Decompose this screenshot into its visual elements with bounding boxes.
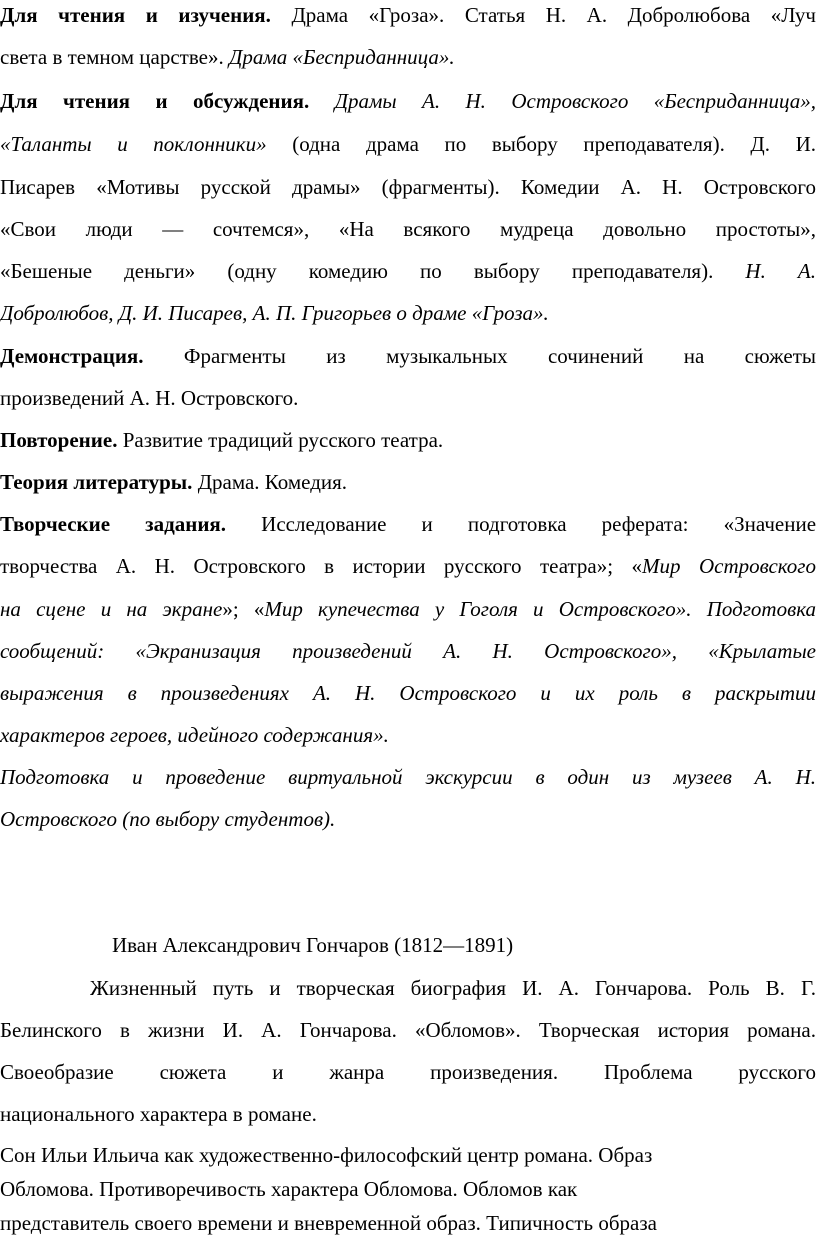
reading-discussion-line-1: Для чтения и обсуждения. Драмы А. Н. Островского «Бесприданница»,: [0, 89, 816, 113]
goncharov-p2-line-1: Сон Ильи Ильича как художественно-философский центр романа. Образ: [0, 1143, 653, 1167]
goncharov-p1-line-4: национального характера в романе.: [0, 1102, 317, 1126]
goncharov-p2-line-3: представитель своего времени и вневременной образ. Типичность образа: [0, 1211, 657, 1235]
demonstration-line-2: произведений А. Н. Островского.: [0, 386, 299, 410]
reading-discussion-label: Для чтения и обсуждения.: [0, 89, 310, 113]
goncharov-p2-line-2: Обломова. Противоречивость характера Обломова. Обломов как: [0, 1177, 578, 1201]
goncharov-p1-line-2: Белинского в жизни И. А. Гончарова. «Обломов». Творческая история романа.: [0, 1018, 816, 1042]
reading-study-line-1: Для чтения и изучения. Драма «Гроза». Статья Н. А. Добролюбова «Луч: [0, 3, 816, 27]
reading-study-label: Для чтения и изучения.: [0, 3, 271, 27]
creative-tasks-line-2: творчества А. Н. Островского в истории русского театра»; «Мир Островского: [0, 554, 816, 578]
reading-discussion-line-4: «Свои люди — сочтемся», «На всякого мудреца довольно простоты»,: [0, 217, 816, 241]
reading-study-line-2: света в темном царстве». Драма «Бесприданница».: [0, 45, 455, 69]
goncharov-title: Иван Александрович Гончаров (1812—1891): [112, 933, 514, 957]
creative-tasks-line-5: выражения в произведениях А. Н. Островского и их роль в раскрытии: [0, 681, 816, 705]
literature-theory-line: Теория литературы. Драма. Комедия.: [0, 470, 348, 494]
reading-discussion-line-5: «Бешеные деньги» (одну комедию по выбору преподавателя). Н. А.: [0, 259, 816, 283]
reading-discussion-line-3: Писарев «Мотивы русской драмы» (фрагменты). Комедии А. Н. Островского: [0, 175, 816, 199]
creative-tasks-line-1: Творческие задания. Исследование и подготовка реферата: «Значение: [0, 512, 816, 536]
repetition-line: Повторение. Развитие традиций русского театра.: [0, 428, 444, 452]
creative-tasks-line-6: характеров героев, идейного содержания».: [0, 723, 389, 747]
demonstration-line-1: Демонстрация. Фрагменты из музыкальных сочинений на сюжеты: [0, 344, 816, 368]
reading-discussion-line-2: «Таланты и поклонники» (одна драма по выбору преподавателя). Д. И.: [0, 132, 816, 156]
creative-tasks-line-4: сообщений: «Экранизация произведений А. Н. Островского», «Крылатые: [0, 639, 816, 663]
repetition-label: Повторение.: [0, 428, 118, 452]
goncharov-p1-line-3: Своеобразие сюжета и жанра произведения. Проблема русского: [0, 1060, 816, 1084]
creative-tasks-label: Творческие задания.: [0, 512, 227, 536]
goncharov-p1-line-1: Жизненный путь и творческая биография И. А. Гончарова. Роль В. Г.: [90, 976, 816, 1000]
creative-tasks-line-3: на сцене и на экране»; «Мир купечества у Гоголя и Островского». Подготовка: [0, 597, 816, 621]
virtual-tour-line-2: Островского (по выбору студентов).: [0, 807, 336, 831]
virtual-tour-line-1: Подготовка и проведение виртуальной экскурсии в один из музеев А. Н.: [0, 765, 816, 789]
demonstration-label: Демонстрация.: [0, 344, 144, 368]
reading-discussion-line-6: Добролюбов, Д. И. Писарев, А. П. Григорьев о драме «Гроза».: [0, 301, 549, 325]
literature-theory-label: Теория литературы.: [0, 470, 193, 494]
